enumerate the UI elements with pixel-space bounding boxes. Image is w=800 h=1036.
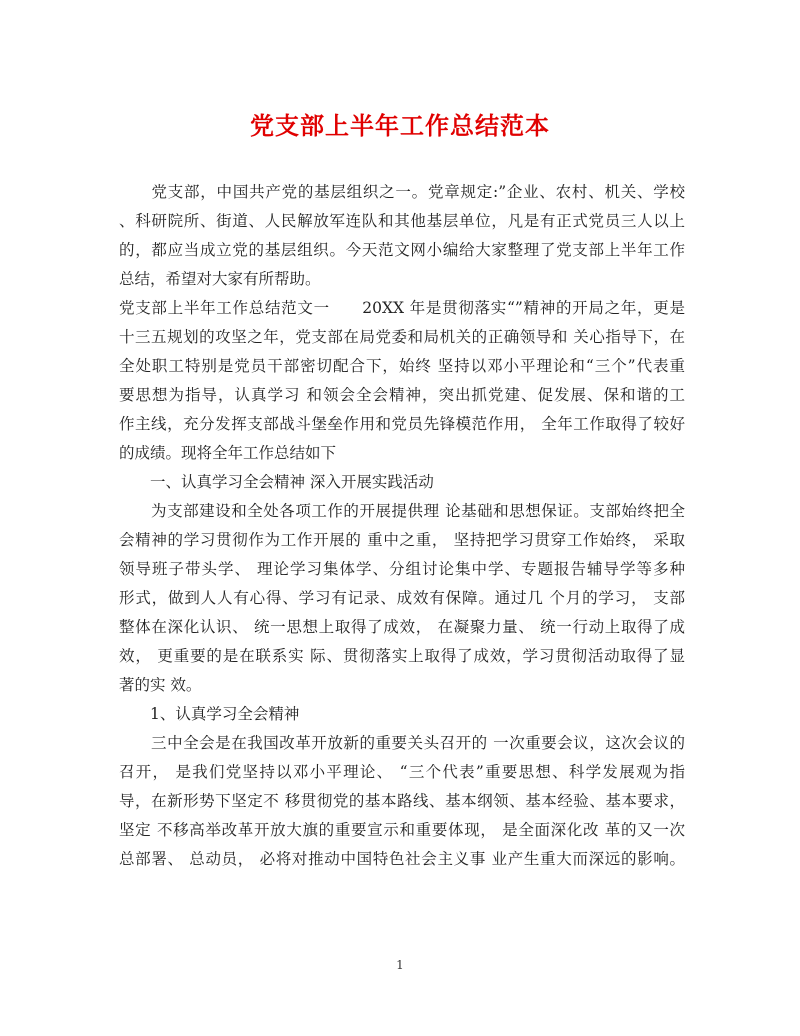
text-line: 、科研院所、街道、人民解放军连队和其他基层单位，凡是有正式党员三人以上 [119,212,685,230]
document-title: 党支部上半年工作总结范本 [250,111,550,140]
text-line: 总结，希望对大家有所帮助。 [119,270,321,288]
text-line: 的，都应当成立党的基层组织。今天范文网小编给大家整理了党支部上半年工作 [119,241,685,259]
text-line: 召开， 是我们党坚持以邓小平理论、 “三个代表”重要思想、科学发展观为指 [119,763,685,781]
text-line: 导，在新形势下坚定不 移贯彻党的基本路线、基本纲领、基本经验、基本要求， [119,792,685,810]
text-line: 著的实 效。 [119,676,202,694]
document-body [119,178,685,874]
text-line: 坚定 不移高举改革开放大旗的重要宣示和重要体现， 是全面深化改 革的又一次 [119,821,685,839]
text-line: 为支部建设和全处各项工作的开展提供理 论基础和思想保证。支部始终把全 [119,502,685,520]
text-line: 会精神的学习贯彻作为工作开展的 重中之重， 坚持把学习贯穿工作始终， 采取 [119,531,685,549]
section-heading: 一、认真学习全会精神 深入开展实践活动 [119,473,434,491]
text-line: 作主线，充分发挥支部战斗堡垒作用和党员先锋模范作用， 全年工作取得了较好 [119,415,685,433]
text-line: 整体在深化认识、 统一思想上取得了成效， 在凝聚力量、 统一行动上取得了成 [119,618,685,636]
text-line: 领导班子带头学、 理论学习集体学、分组讨论集中学、专题报告辅导学等多种 [119,560,685,578]
text-line: 全处职工特别是党员干部密切配合下，始终 坚持以邓小平理论和“三个”代表重 [119,357,685,375]
text-line: 总部署、 总动员， 必将对推动中国特色社会主义事 业产生重大而深远的影响。 [119,850,685,868]
text-line: 三中全会是在我国改革开放新的重要关头召开的 一次重要会议，这次会议的 [119,734,685,752]
page-number: 1 [396,958,404,972]
text-line: 党支部上半年工作总结范文一 20XX 年是贯彻落实“”精神的开局之年，更是 [119,299,685,317]
text-line: 要思想为指导，认真学习 和领会全会精神，突出抓党建、促发展、保和谐的工 [119,386,685,404]
text-line: 党支部，中国共产党的基层组织之一。党章规定:”企业、农村、机关、学校 [119,183,685,201]
text-line: 形式，做到人人有心得、学习有记录、成效有保障。通过几 个月的学习， 支部 [119,589,685,607]
text-line: 十三五规划的攻坚之年，党支部在局党委和局机关的正确领导和 关心指导下，在 [119,328,685,346]
text-line: 的成绩。现将全年工作总结如下 [119,444,337,462]
text-line: 效， 更重要的是在联系实 际、贯彻落实上取得了成效，学习贯彻活动取得了显 [119,647,685,665]
subsection-heading: 1、认真学习全会精神 [119,705,300,723]
